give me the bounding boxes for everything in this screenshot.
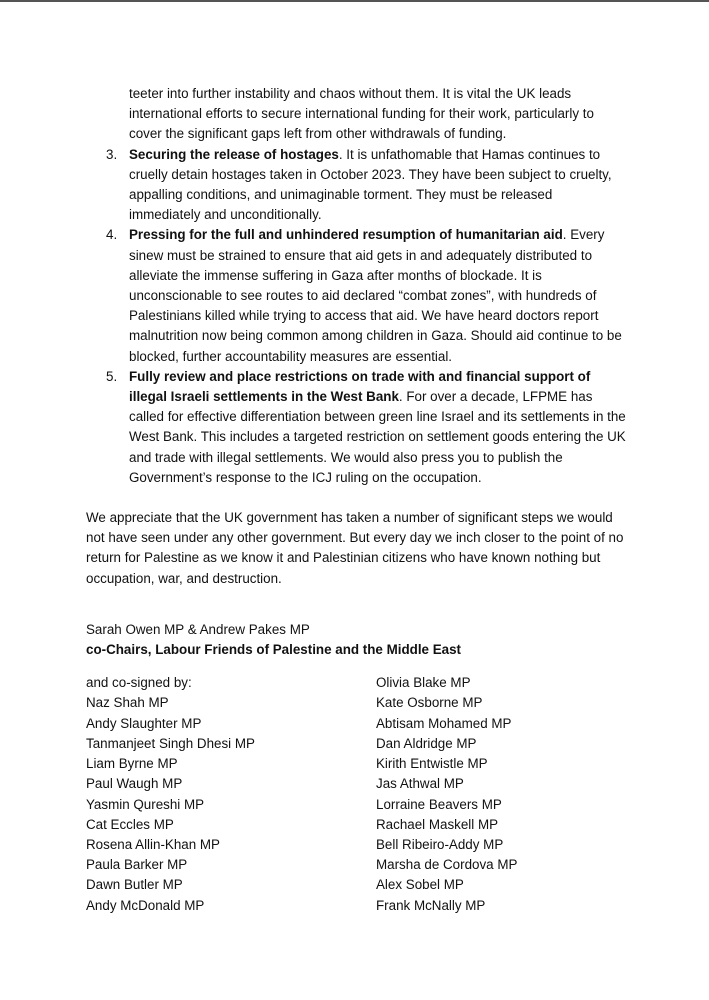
signatory-name: Andy Slaughter MP — [86, 715, 202, 731]
list-item-body: . For over a decade, LFPME has called for effective differentiation between green line Israel and its settlements in the West Bank. This includes a targeted restriction on settlement goods entering the UK and trade with illegal settlements. We would also press you to publish the Government’s response to the ICJ ruling on the occupation. — [129, 389, 626, 485]
list-number: 3. — [106, 146, 118, 162]
signatory-name: Olivia Blake MP — [376, 675, 471, 691]
signatories-left-column — [86, 673, 376, 915]
signatories — [86, 673, 626, 915]
signatories-right-column — [376, 673, 517, 915]
list-item-heading: Fully review and place restrictions on trade with and financial support of illegal Israeli settlements in the West Bank — [129, 368, 591, 405]
signatory-name: Naz Shah MP — [86, 695, 169, 711]
signatory-name: Paula Barker MP — [86, 857, 188, 873]
numbered-list — [86, 145, 626, 488]
list-number: 4. — [106, 227, 118, 243]
signoff-block — [86, 620, 626, 660]
signatory-name: Kirith Entwistle MP — [376, 756, 488, 772]
signatory-name: Kate Osborne MP — [376, 695, 483, 711]
signatory-name: Bell Ribeiro-Addy MP — [376, 836, 504, 852]
signatory-name: Rachael Maskell MP — [376, 816, 499, 832]
signatory-name: Abtisam Mohamed MP — [376, 715, 512, 731]
list-item-5 — [86, 367, 626, 488]
signatory-name: Liam Byrne MP — [86, 756, 178, 772]
signatory-name: Cat Eccles MP — [86, 816, 174, 832]
signatory-name: Alex Sobel MP — [376, 877, 464, 893]
signatories-intro: and co-signed by: — [86, 675, 192, 691]
signatory-name: Lorraine Beavers MP — [376, 796, 502, 812]
signatory-name: Frank McNally MP — [376, 897, 486, 913]
signatory-name: Dan Aldridge MP — [376, 735, 477, 751]
continuation-paragraph: teeter into further instability and chaos without them. It is vital the UK leads international efforts to secure international funding for their work, particularly to cover the significant gaps left from other withdrawals of funding. — [129, 86, 594, 142]
closing-paragraph: We appreciate that the UK government has taken a number of significant steps we would not have seen under any other government. But every day we inch closer to the point of no return for Palestine as we know it and Palestinian citizens who have known nothing but occupation, war, and destruction. — [86, 510, 624, 586]
signatory-name: Marsha de Cordova MP — [376, 857, 518, 873]
signatory-name: Andy McDonald MP — [86, 897, 205, 913]
list-item-3 — [86, 145, 626, 226]
list-item-4 — [86, 225, 626, 366]
signatory-name: Dawn Butler MP — [86, 877, 183, 893]
letter-page — [86, 84, 626, 916]
list-item-heading: Securing the release of hostages — [129, 146, 339, 162]
signatory-name: Yasmin Qureshi MP — [86, 796, 205, 812]
signatory-name: Rosena Allin-Khan MP — [86, 836, 220, 852]
list-number: 5. — [106, 368, 118, 384]
signoff-title: co-Chairs, Labour Friends of Palestine and the Middle East — [86, 642, 462, 658]
list-item-heading: Pressing for the full and unhindered resumption of humanitarian aid — [129, 227, 563, 243]
signatory-name: Tanmanjeet Singh Dhesi MP — [86, 735, 255, 751]
signoff-names: Sarah Owen MP & Andrew Pakes MP — [86, 621, 310, 637]
page-top-border — [0, 0, 709, 2]
list-item-body: . Every sinew must be strained to ensure that aid gets in and adequately distributed to alleviate the immense suffering in Gaza after months of blockade. It is unconscionable to see routes to aid declared “combat zones”, with hundreds of Palestinians killed while trying to access that aid. We have heard doctors report malnutrition now being common among children in Gaza. Should aid continue to be blocked, further accountability measures are essential. — [129, 227, 622, 364]
signatory-name: Paul Waugh MP — [86, 776, 183, 792]
list-item-body: . It is unfathomable that Hamas continues to cruelly detain hostages taken in October 2023. They have been subject to cruelty, appalling conditions, and unimaginable torment. They must be released immediately and unconditionally. — [129, 146, 612, 223]
signatory-name: Jas Athwal MP — [376, 776, 464, 792]
